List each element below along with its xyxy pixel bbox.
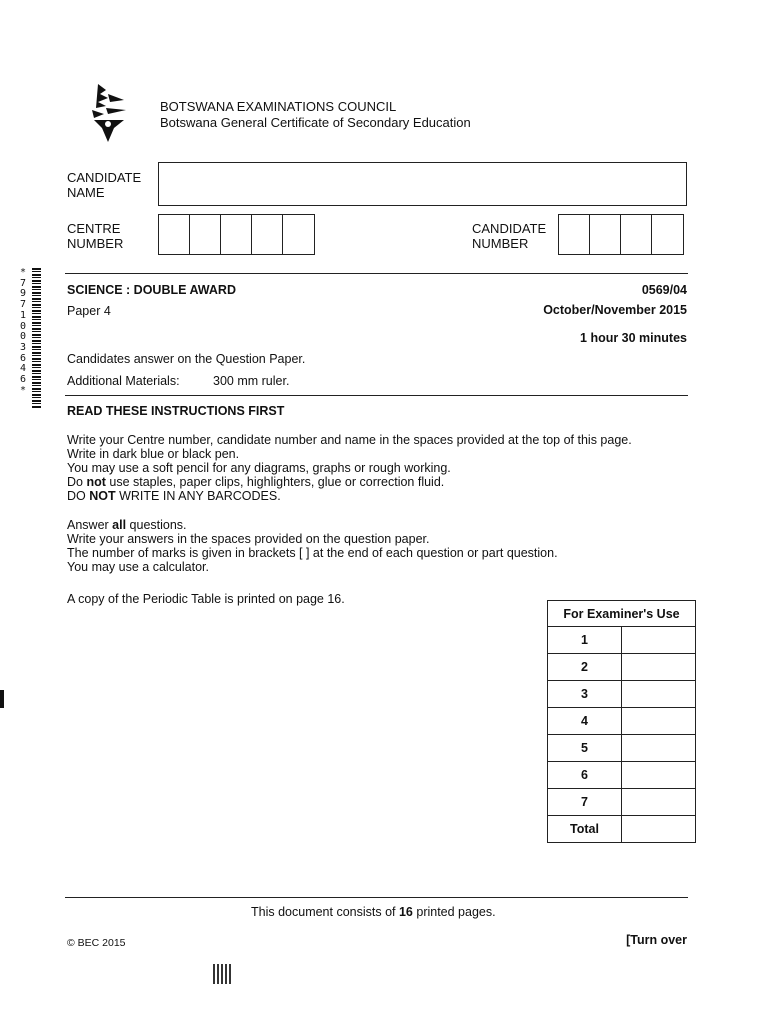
candidate-name-field[interactable]	[158, 162, 687, 206]
table-row: 4	[548, 708, 696, 735]
instructions-block-1: Write your Centre number, candidate number and name in the spaces provided at the top of this page. Write in dark blue or black pen. You may use a soft pencil for any diagrams, graphs or rough working. Do not use staples, paper clips, highlighters, glue or correction fluid. DO NOT WRITE IN ANY BARCODES.	[67, 433, 632, 503]
table-row: Total	[548, 816, 696, 843]
paper-number: Paper 4	[67, 304, 111, 318]
examiner-use-table	[547, 600, 696, 843]
candidate-name-label: CANDIDATE NAME	[67, 170, 142, 200]
answer-note: Candidates answer on the Question Paper.	[67, 352, 306, 366]
turn-over: [Turn over	[626, 933, 687, 947]
materials-value: 300 mm ruler.	[213, 374, 290, 388]
table-row: 3	[548, 681, 696, 708]
mark-cell	[622, 762, 696, 789]
subject-title: SCIENCE : DOUBLE AWARD	[67, 283, 236, 297]
table-row: 7	[548, 789, 696, 816]
table-row: 5	[548, 735, 696, 762]
examiner-table-heading: For Examiner's Use	[548, 601, 696, 627]
mark-cell	[622, 708, 696, 735]
divider	[65, 395, 688, 396]
mark-cell	[622, 627, 696, 654]
mark-cell	[622, 735, 696, 762]
syllabus-code: 0569/04	[641, 283, 687, 297]
exam-duration: 1 hour 30 minutes	[580, 331, 687, 345]
mark-cell	[622, 816, 696, 843]
instructions-block-2: Answer all questions. Write your answers in the spaces provided on the question paper. The number of marks is given in brackets [ ] at the end of each question or part question. You may use a calculator.	[67, 518, 558, 574]
mark-cell	[622, 789, 696, 816]
table-row: 2	[548, 654, 696, 681]
council-name: BOTSWANA EXAMINATIONS COUNCIL	[160, 99, 397, 114]
table-row: 1	[548, 627, 696, 654]
exam-session: October/November 2015	[543, 303, 687, 317]
centre-number-label: CENTRE NUMBER	[67, 221, 124, 251]
divider	[65, 897, 688, 898]
materials-label: Additional Materials:	[67, 374, 180, 388]
instructions-heading: READ THESE INSTRUCTIONS FIRST	[67, 404, 285, 418]
table-row: 6	[548, 762, 696, 789]
barcode	[32, 268, 41, 408]
bec-crest-icon	[84, 80, 132, 146]
page-count-note: This document consists of 16 printed pages.	[251, 905, 496, 919]
periodic-table-note: A copy of the Periodic Table is printed on page 16.	[67, 592, 345, 606]
mark-cell	[622, 654, 696, 681]
candidate-number-field[interactable]	[558, 214, 684, 255]
margin-mark	[0, 690, 4, 708]
copyright: © BEC 2015	[67, 937, 126, 949]
candidate-number-label: CANDIDATE NUMBER	[472, 221, 547, 251]
barcode-digits: * 7 9 7 1 0 0 3 6 4 6 *	[19, 267, 27, 396]
mark-cell	[622, 681, 696, 708]
qr-code-icon	[213, 964, 233, 984]
divider	[65, 273, 688, 274]
certificate-name: Botswana General Certificate of Secondary Education	[160, 115, 471, 130]
centre-number-field[interactable]	[158, 214, 315, 255]
